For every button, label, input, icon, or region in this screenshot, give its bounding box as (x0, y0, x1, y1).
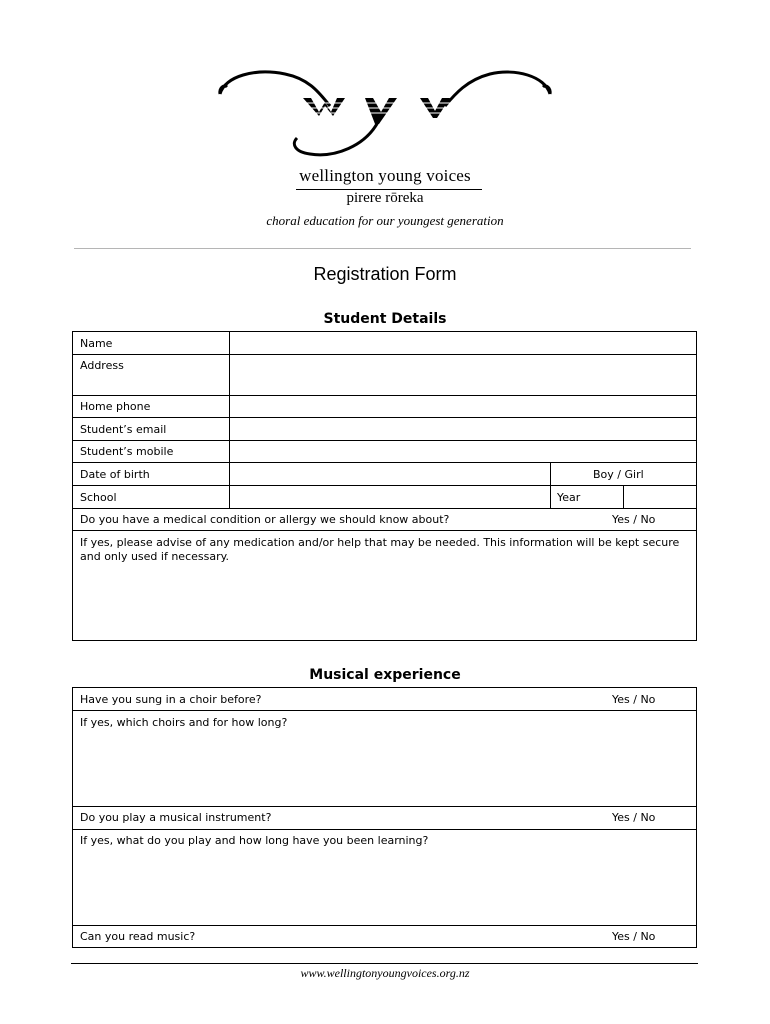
read-music-yes-no[interactable]: Yes / No (612, 930, 656, 943)
year-column-divider (623, 485, 624, 508)
row-divider (73, 508, 696, 509)
musical-experience-table (72, 687, 697, 948)
choir-yes-no[interactable]: Yes / No (612, 693, 656, 706)
choir-followup: If yes, which choirs and for how long? (80, 716, 288, 729)
year-field[interactable] (626, 488, 694, 506)
mobile-field[interactable] (233, 443, 693, 461)
row-divider (73, 710, 696, 711)
label-column-divider (229, 332, 230, 508)
dob-label: Date of birth (80, 468, 150, 481)
header-divider (74, 248, 691, 249)
year-label: Year (557, 491, 581, 504)
gender-options[interactable]: Boy / Girl (593, 468, 644, 481)
choir-question: Have you sung in a choir before? (80, 693, 262, 706)
medical-details-field[interactable] (80, 568, 680, 636)
org-maori-name: pirere rōreka (346, 190, 424, 206)
row-divider (73, 530, 696, 531)
form-title: Registration Form (313, 264, 457, 284)
musical-experience-heading: Musical experience (309, 667, 461, 683)
row-divider (73, 485, 696, 486)
medical-question: Do you have a medical condition or allergy we should know about? (80, 513, 450, 526)
org-name: wellington young voices (299, 166, 471, 185)
address-field[interactable] (233, 357, 693, 393)
gender-column-divider (550, 462, 551, 508)
medical-followup: If yes, please advise of any medication and/or help that may be needed. This information will be kept secure and only used if necessary. (80, 536, 680, 563)
row-divider (73, 354, 696, 355)
wyv-logo (215, 66, 555, 166)
footer-website-url[interactable]: www.wellingtonyoungvoices.org.nz (300, 966, 470, 980)
row-divider (73, 925, 696, 926)
org-tagline: choral education for our youngest generation (266, 213, 504, 228)
student-details-table (72, 331, 697, 641)
mobile-label: Student’s mobile (80, 445, 174, 458)
row-divider (73, 462, 696, 463)
row-divider (73, 829, 696, 830)
school-field[interactable] (233, 488, 547, 506)
row-divider (73, 417, 696, 418)
dob-field[interactable] (233, 465, 547, 483)
instrument-followup: If yes, what do you play and how long have you been learning? (80, 834, 429, 847)
medical-yes-no[interactable]: Yes / No (612, 513, 656, 526)
read-music-question: Can you read music? (80, 930, 196, 943)
instrument-details-field[interactable] (80, 852, 680, 920)
row-divider (73, 395, 696, 396)
choir-details-field[interactable] (80, 734, 680, 802)
name-label: Name (80, 337, 113, 350)
email-label: Student’s email (80, 423, 167, 436)
student-details-heading: Student Details (323, 311, 447, 327)
name-field[interactable] (233, 334, 693, 352)
school-label: School (80, 491, 117, 504)
home-phone-label: Home phone (80, 400, 151, 413)
email-field[interactable] (233, 421, 693, 439)
footer-divider (71, 963, 698, 964)
home-phone-field[interactable] (233, 398, 693, 416)
instrument-question: Do you play a musical instrument? (80, 811, 272, 824)
address-label: Address (80, 359, 124, 372)
row-divider (73, 806, 696, 807)
instrument-yes-no[interactable]: Yes / No (612, 811, 656, 824)
row-divider (73, 440, 696, 441)
